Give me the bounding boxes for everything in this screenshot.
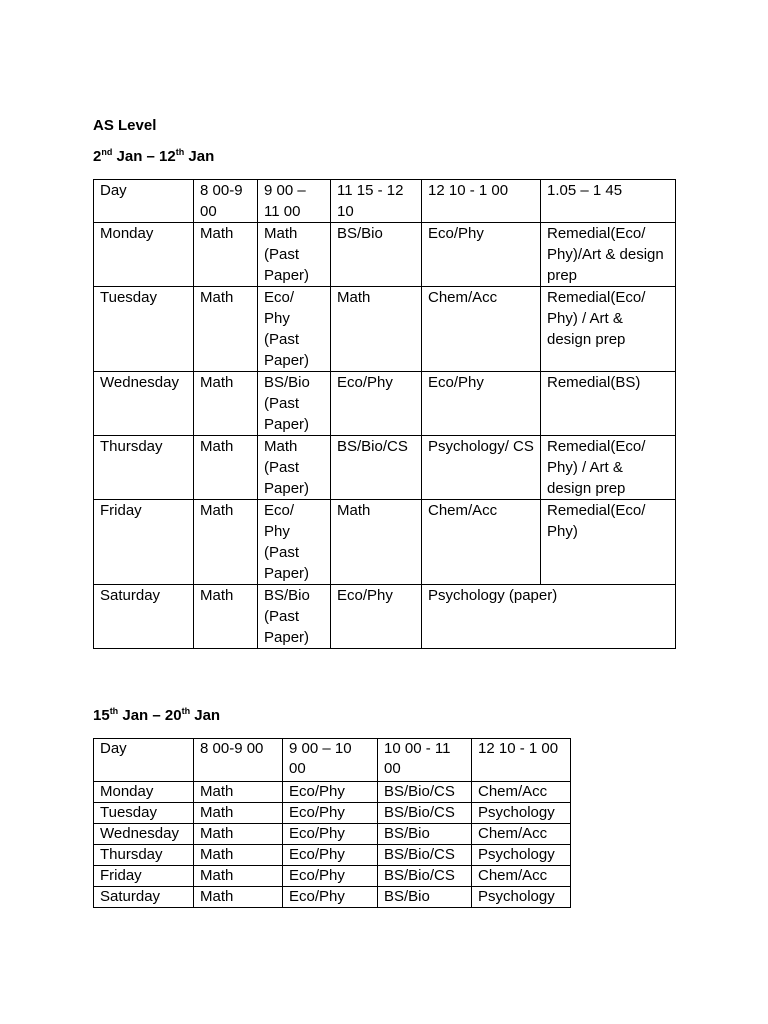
end-day: 12	[159, 148, 176, 165]
table-cell: Eco/Phy	[283, 803, 378, 824]
table-cell: Chem/Acc	[472, 782, 571, 803]
day-cell: Saturday	[94, 585, 194, 649]
table-cell: Math (Past Paper)	[258, 223, 331, 287]
table-cell: Remedial(Eco/ Phy)	[541, 500, 676, 585]
table-cell: Math	[194, 585, 258, 649]
merged-cell: Psychology (paper)	[422, 585, 676, 649]
start-month: Jan –	[118, 707, 165, 724]
table-cell: Psychology	[472, 845, 571, 866]
table-cell: Eco/Phy	[283, 845, 378, 866]
table-cell: Eco/Phy	[283, 866, 378, 887]
timetable-week1	[93, 179, 676, 649]
section2-date-range	[93, 707, 220, 725]
end-day: 20	[164, 707, 182, 724]
day-cell: Friday	[94, 866, 194, 887]
table-row	[94, 887, 571, 908]
table-cell: Chem/Acc	[472, 866, 571, 887]
table-row	[94, 845, 571, 866]
day-cell: Tuesday	[94, 287, 194, 372]
start-day: 2	[93, 148, 102, 165]
table-cell: Chem/Acc	[472, 824, 571, 845]
table-cell: BS/Bio/CS	[378, 803, 472, 824]
table-cell: Eco/Phy	[422, 223, 541, 287]
table-cell: Math	[194, 436, 258, 500]
table-cell: Psychology	[472, 887, 571, 908]
day-cell: Wednesday	[94, 824, 194, 845]
table-cell: Remedial(BS)	[541, 372, 676, 436]
table-cell: Math	[194, 845, 283, 866]
table-cell: Eco/Phy	[283, 887, 378, 908]
table-cell: Math	[194, 500, 258, 585]
start-suffix: nd	[101, 147, 113, 157]
table-cell: Eco/Phy	[331, 585, 422, 649]
column-header: Day	[94, 180, 194, 223]
table-cell: Math	[194, 866, 283, 887]
day-cell: Monday	[94, 223, 194, 287]
table-cell: BS/Bio/CS	[331, 436, 422, 500]
end-month: Jan	[190, 707, 221, 724]
column-header: 8 00-9 00	[194, 180, 258, 223]
column-header: 10 00 - 11 00	[378, 739, 472, 782]
table-cell: Chem/Acc	[422, 287, 541, 372]
table-cell: BS/Bio (Past Paper)	[258, 585, 331, 649]
table-cell: Remedial(Eco/ Phy) / Art & design prep	[541, 436, 676, 500]
table-row	[94, 824, 571, 845]
day-cell: Tuesday	[94, 803, 194, 824]
table-cell: BS/Bio/CS	[378, 782, 472, 803]
table-cell: Eco/Phy	[283, 824, 378, 845]
end-suffix: th	[181, 706, 191, 716]
table-cell: Eco/Phy	[422, 372, 541, 436]
table-row	[94, 803, 571, 824]
start-day: 15	[93, 707, 110, 724]
table-cell: Math	[194, 223, 258, 287]
table-cell: Math	[331, 500, 422, 585]
table-row	[94, 782, 571, 803]
table-cell: BS/Bio	[378, 824, 472, 845]
header-row	[94, 739, 571, 782]
end-month: Jan	[184, 148, 215, 165]
table-row	[94, 866, 571, 887]
table-cell: Eco/ Phy (Past Paper)	[258, 287, 331, 372]
section1-date-range	[93, 148, 214, 166]
table-cell: Math	[194, 372, 258, 436]
page-title: AS Level	[93, 117, 157, 134]
table-cell: Remedial(Eco/ Phy)/Art & design prep	[541, 223, 676, 287]
table-cell: BS/Bio/CS	[378, 845, 472, 866]
day-cell: Saturday	[94, 887, 194, 908]
table-cell: Eco/Phy	[283, 782, 378, 803]
table-row	[94, 500, 676, 585]
table-cell: Math (Past Paper)	[258, 436, 331, 500]
end-suffix: th	[175, 147, 185, 157]
table-cell: BS/Bio/CS	[378, 866, 472, 887]
day-cell: Monday	[94, 782, 194, 803]
table-cell: Math	[331, 287, 422, 372]
table-cell: Math	[194, 824, 283, 845]
day-cell: Friday	[94, 500, 194, 585]
column-header: 9 00 – 11 00	[258, 180, 331, 223]
table-cell: BS/Bio	[378, 887, 472, 908]
table-cell: Eco/Phy	[331, 372, 422, 436]
timetable-week2	[93, 738, 571, 908]
column-header: 12 10 - 1 00	[472, 739, 571, 782]
day-cell: Thursday	[94, 845, 194, 866]
table-row	[94, 372, 676, 436]
day-cell: Wednesday	[94, 372, 194, 436]
start-month: Jan –	[112, 148, 160, 165]
column-header: 9 00 – 10 00	[283, 739, 378, 782]
column-header: 12 10 - 1 00	[422, 180, 541, 223]
table-cell: BS/Bio	[331, 223, 422, 287]
table-cell: Psychology	[472, 803, 571, 824]
column-header: 1.05 – 1 45	[541, 180, 676, 223]
table-cell: Remedial(Eco/ Phy) / Art & design prep	[541, 287, 676, 372]
table-cell: Psychology/ CS	[422, 436, 541, 500]
table-cell: Chem/Acc	[422, 500, 541, 585]
table-cell: Math	[194, 782, 283, 803]
column-header: 8 00-9 00	[194, 739, 283, 782]
start-suffix: th	[109, 706, 119, 716]
table-row	[94, 223, 676, 287]
column-header: Day	[94, 739, 194, 782]
table-cell: Math	[194, 803, 283, 824]
table-row	[94, 436, 676, 500]
table-cell: BS/Bio (Past Paper)	[258, 372, 331, 436]
day-cell: Thursday	[94, 436, 194, 500]
table-row	[94, 287, 676, 372]
table-cell: Eco/ Phy (Past Paper)	[258, 500, 331, 585]
column-header: 11 15 - 12 10	[331, 180, 422, 223]
table-cell: Math	[194, 887, 283, 908]
table-row	[94, 585, 676, 649]
table-cell: Math	[194, 287, 258, 372]
header-row	[94, 180, 676, 223]
